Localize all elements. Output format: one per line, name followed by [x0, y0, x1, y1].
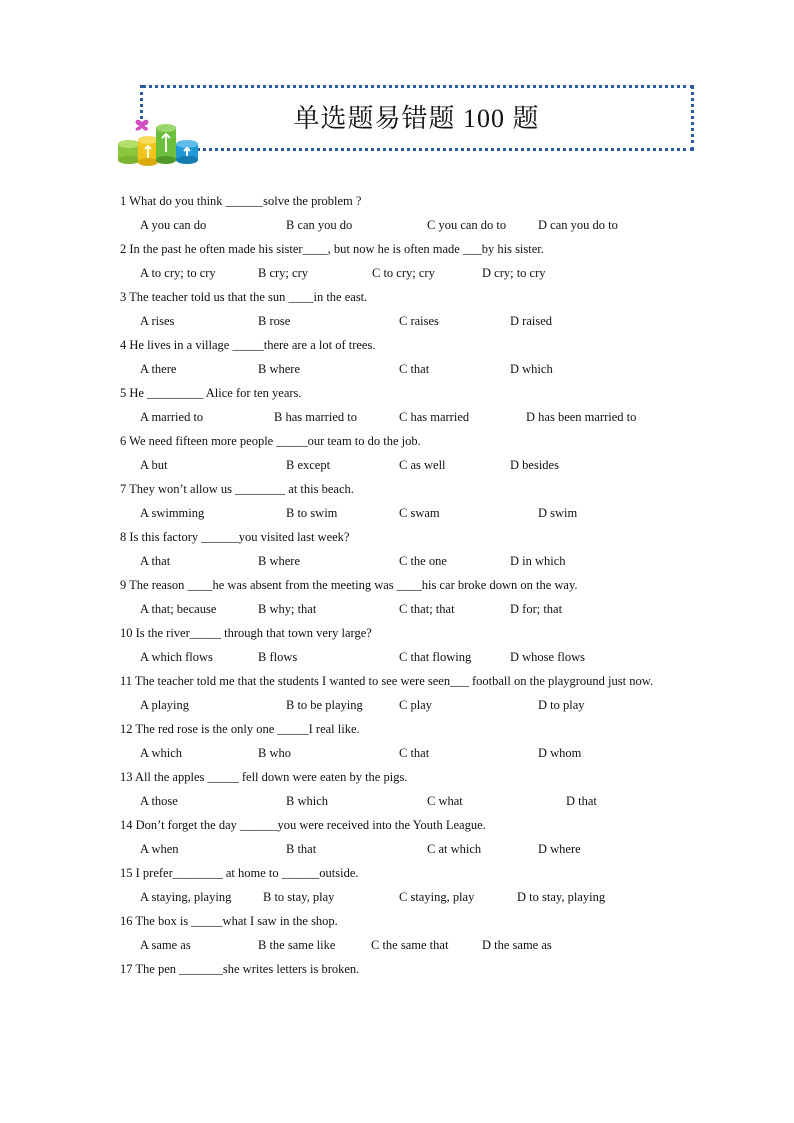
option-d: D besides [510, 458, 559, 472]
option-a: A staying, playing [140, 890, 232, 904]
option-b: B except [286, 458, 331, 472]
answer-options [120, 453, 700, 477]
answer-options [120, 645, 700, 669]
question-list [120, 189, 700, 981]
option-b: B where [258, 554, 300, 568]
question-text: 12 The red rose is the only one _____I real like. [120, 722, 360, 736]
question-text: 8 Is this factory ______you visited last week? [120, 530, 350, 544]
option-b: B to be playing [286, 698, 363, 712]
option-b: B to swim [286, 506, 338, 520]
option-b: B rose [258, 314, 291, 328]
answer-options [120, 837, 700, 861]
answer-options [120, 309, 700, 333]
answer-options [120, 741, 700, 765]
option-c: C as well [399, 458, 446, 472]
question-text: 16 The box is _____what I saw in the shop. [120, 914, 338, 928]
page-title: 单选题易错题 100 题 [293, 104, 540, 133]
bar-chart-logo-icon [110, 114, 210, 170]
option-c: C raises [399, 314, 439, 328]
option-a: A rises [140, 314, 175, 328]
option-c: C swam [399, 506, 440, 520]
question-text: 14 Don’t forget the day ______you were received into the Youth League. [120, 818, 486, 832]
option-d: D raised [510, 314, 552, 328]
question-text: 2 In the past he often made his sister____, but now he is often made ___by his sister. [120, 242, 544, 256]
option-d: D that [566, 794, 597, 808]
option-d: D to play [538, 698, 585, 712]
option-d: D for; that [510, 602, 563, 616]
option-c: C to cry; cry [372, 266, 435, 280]
option-c: C play [399, 698, 432, 712]
option-d: D whom [538, 746, 582, 760]
option-b: B who [258, 746, 291, 760]
answer-options [120, 693, 700, 717]
option-c: C the same that [371, 938, 449, 952]
option-a: A which flows [140, 650, 213, 664]
option-c: C that; that [399, 602, 455, 616]
answer-options [120, 213, 700, 237]
option-c: C has married [399, 410, 470, 424]
question-text: 3 The teacher told us that the sun ____in the east. [120, 290, 368, 304]
option-a: A when [140, 842, 179, 856]
option-b: B why; that [258, 602, 317, 616]
option-b: B that [286, 842, 317, 856]
option-a: A but [140, 458, 168, 472]
answer-options [120, 885, 700, 909]
answer-options [120, 261, 700, 285]
option-c: C that [399, 362, 430, 376]
option-b: B which [286, 794, 329, 808]
question-text: 6 We need fifteen more people _____our team to do the job. [120, 434, 421, 448]
option-d: D where [538, 842, 581, 856]
option-a: A which [140, 746, 183, 760]
option-d: D the same as [482, 938, 552, 952]
option-d: D swim [538, 506, 578, 520]
answer-options [120, 501, 700, 525]
option-b: B to stay, play [263, 890, 335, 904]
option-a: A you can do [140, 218, 207, 232]
question-text: 11 The teacher told me that the students I wanted to see were seen___ football on the playground just now. [120, 674, 654, 688]
option-c: C staying, play [399, 890, 475, 904]
option-a: A to cry; to cry [140, 266, 216, 280]
option-c: C that flowing [399, 650, 472, 664]
question-text: 7 They won’t allow us ________ at this beach. [120, 482, 354, 496]
option-a: A playing [140, 698, 189, 712]
option-a: A same as [140, 938, 191, 952]
option-c: C you can do to [427, 218, 507, 232]
option-b: B has married to [274, 410, 357, 424]
question-text: 5 He _________ Alice for ten years. [120, 386, 302, 400]
option-c: C what [427, 794, 463, 808]
option-c: C that [399, 746, 430, 760]
option-a: A married to [140, 410, 204, 424]
question-text: 17 The pen _______she writes letters is broken. [120, 962, 360, 976]
option-b: B can you do [286, 218, 353, 232]
option-d: D whose flows [510, 650, 585, 664]
option-d: D which [510, 362, 553, 376]
answer-options [120, 789, 700, 813]
option-b: B flows [258, 650, 298, 664]
answer-options [120, 405, 700, 429]
answer-options [120, 597, 700, 621]
option-b: B cry; cry [258, 266, 308, 280]
option-d: D cry; to cry [482, 266, 546, 280]
answer-options [120, 933, 700, 957]
question-text: 1 What do you think ______solve the problem ? [120, 194, 362, 208]
option-c: C the one [399, 554, 447, 568]
option-c: C at which [427, 842, 482, 856]
option-a: A those [140, 794, 178, 808]
answer-options [120, 549, 700, 573]
option-d: D to stay, playing [517, 890, 606, 904]
option-d: D has been married to [526, 410, 637, 424]
option-a: A that; because [140, 602, 217, 616]
option-a: A that [140, 554, 171, 568]
title-frame [142, 85, 694, 151]
option-d: D can you do to [538, 218, 618, 232]
question-text: 10 Is the river_____ through that town very large? [120, 626, 372, 640]
option-b: B where [258, 362, 300, 376]
option-a: A there [140, 362, 177, 376]
option-b: B the same like [258, 938, 336, 952]
question-text: 9 The reason ____he was absent from the meeting was ____his car broke down on the way. [120, 578, 578, 592]
question-text: 4 He lives in a village _____there are a lot of trees. [120, 338, 376, 352]
question-text: 15 I prefer________ at home to ______outside. [120, 866, 359, 880]
question-text: 13 All the apples _____ fell down were eaten by the pigs. [120, 770, 408, 784]
option-d: D in which [510, 554, 566, 568]
answer-options [120, 357, 700, 381]
option-a: A swimming [140, 506, 205, 520]
